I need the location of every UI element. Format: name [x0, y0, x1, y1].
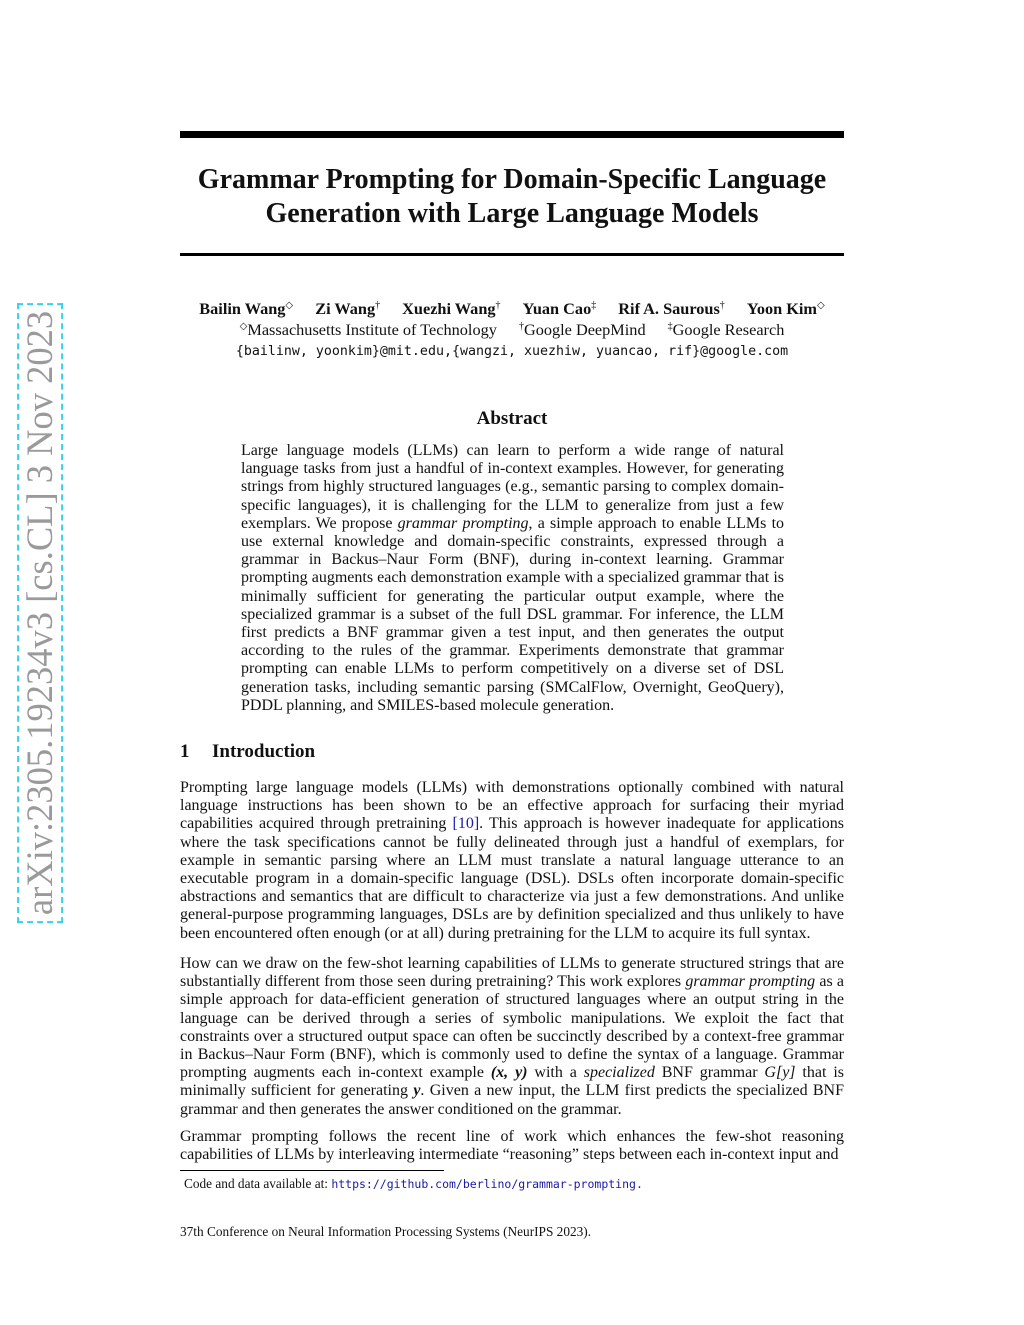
affiliation-list — [150, 320, 874, 340]
affiliation: †Google DeepMind — [518, 320, 646, 339]
affiliation: ◇Massachusetts Institute of Technology — [239, 320, 497, 339]
title-rule-top — [180, 131, 844, 138]
author: Bailin Wang◇ — [199, 299, 294, 318]
section-number: 1 — [180, 741, 190, 762]
arxiv-watermark — [16, 310, 64, 915]
section-heading-introduction — [180, 741, 315, 763]
math-y: y — [413, 1082, 421, 1100]
venue-note: 37th Conference on Neural Information Processing Systems (NeurIPS 2023). — [180, 1224, 592, 1239]
affiliation: ‡Google Research — [667, 320, 785, 339]
title-line-2: Generation with Large Language Models — [265, 198, 759, 229]
author: Yuan Cao‡ — [522, 299, 597, 318]
arxiv-id: arXiv:2305.19234v3 [cs.CL] 3 Nov 2023 — [17, 302, 63, 922]
citation-link[interactable]: [10] — [452, 815, 480, 833]
code-url-link[interactable]: https://github.com/berlino/grammar-prompting. — [331, 1177, 643, 1191]
author: Rif A. Saurous† — [618, 299, 725, 318]
footnote-rule — [180, 1170, 444, 1171]
author-emails: {bailinw, yoonkim}@mit.edu,{wangzi, xuezhiw, yuancao, rif}@google.com — [235, 344, 789, 359]
author: Xuezhi Wang† — [402, 299, 501, 318]
author: Zi Wang† — [315, 299, 381, 318]
abstract-heading: Abstract — [476, 408, 548, 429]
intro-paragraph-1: Prompting large language models (LLMs) with demonstrations optionally combined with natural language instructions has been shown to be an effective approach for surfacing their myriad capabilities acquired through pretraining [10]. This approach is however inadequate for applications where the task specifications cannot be fully delineated through just a handful of exemplars, for example in semantic parsing where an LLM must translate a natural language utterance to an executable program in a domain-specific language (DSL). DSLs often incorporate domain-specific abstractions and semantics that are difficult to characterize via just a few demonstrations. And unlike general-purpose programming languages, DSLs are by definition specialized and thus unlikely to have been encountered often enough (or at all) during pretraining for the LLM to acquire its full syntax. — [180, 779, 845, 942]
intro-paragraph-2: How can we draw on the few-shot learning capabilities of LLMs to generate structured strings that are substantially different from those seen during pretraining? This work explores grammar prompting as a simple approach for data-efficient generation of structured languages where an output string in the language can be derived through a series of symbolic manipulations. We exploit the fact that constraints over a structured output space can often be succinctly described by a context-free grammar in Backus–Naur Form (BNF), which is commonly used to define the syntax of a language. Grammar prompting augments each in-context example (x, y) with a specialized BNF grammar G[y] that is minimally sufficient for generating y. Given a new input, the LLM first predicts the specialized BNF grammar and then generates the answer conditioned on the grammar. — [180, 955, 845, 1118]
math-xy: (x, y) — [490, 1064, 528, 1082]
section-title: Introduction — [212, 741, 316, 762]
author-list — [150, 299, 874, 319]
math-grammar: G[y] — [764, 1064, 796, 1082]
abstract-text: Large language models (LLMs) can learn to perform a wide range of natural language tasks from just a handful of in-context examples. However, for generating strings from highly structured languages (e.g., semantic parsing to complex domain-specific languages), it is challenging for the LLM to generalize from just a few exemplars. We propose grammar prompting, a simple approach to enable LLMs to use external knowledge and domain-specific constraints, expressed through a grammar in Backus–Naur Form (BNF), during in-context learning. Grammar prompting augments each demonstration example with a specialized grammar that is minimally sufficient for generating the particular output example, where the specialized grammar is a subset of the full DSL grammar. For inference, the LLM first predicts a BNF grammar given a test input, and then generates the output according to the rules of the grammar. Experiments demonstrate that grammar prompting can enable LLMs to perform competitively on a diverse set of DSL generation tasks, including semantic parsing (SMCalFlow, Overnight, GeoQuery), PDDL planning, and SMILES-based molecule generation. — [241, 442, 785, 714]
intro-paragraph-3: Grammar prompting follows the recent line of work which enhances the few-shot reasoning capabilities of LLMs by interleaving intermediate “reasoning” steps between each in-context input and — [180, 1128, 844, 1164]
title-rule-bottom — [180, 253, 844, 256]
footnote: Code and data available at: https://github.com/berlino/grammar-prompting. — [184, 1176, 643, 1191]
title-line-1: Grammar Prompting for Domain-Specific Language — [197, 164, 827, 195]
paper-title — [180, 163, 844, 231]
author: Yoon Kim◇ — [746, 299, 825, 318]
